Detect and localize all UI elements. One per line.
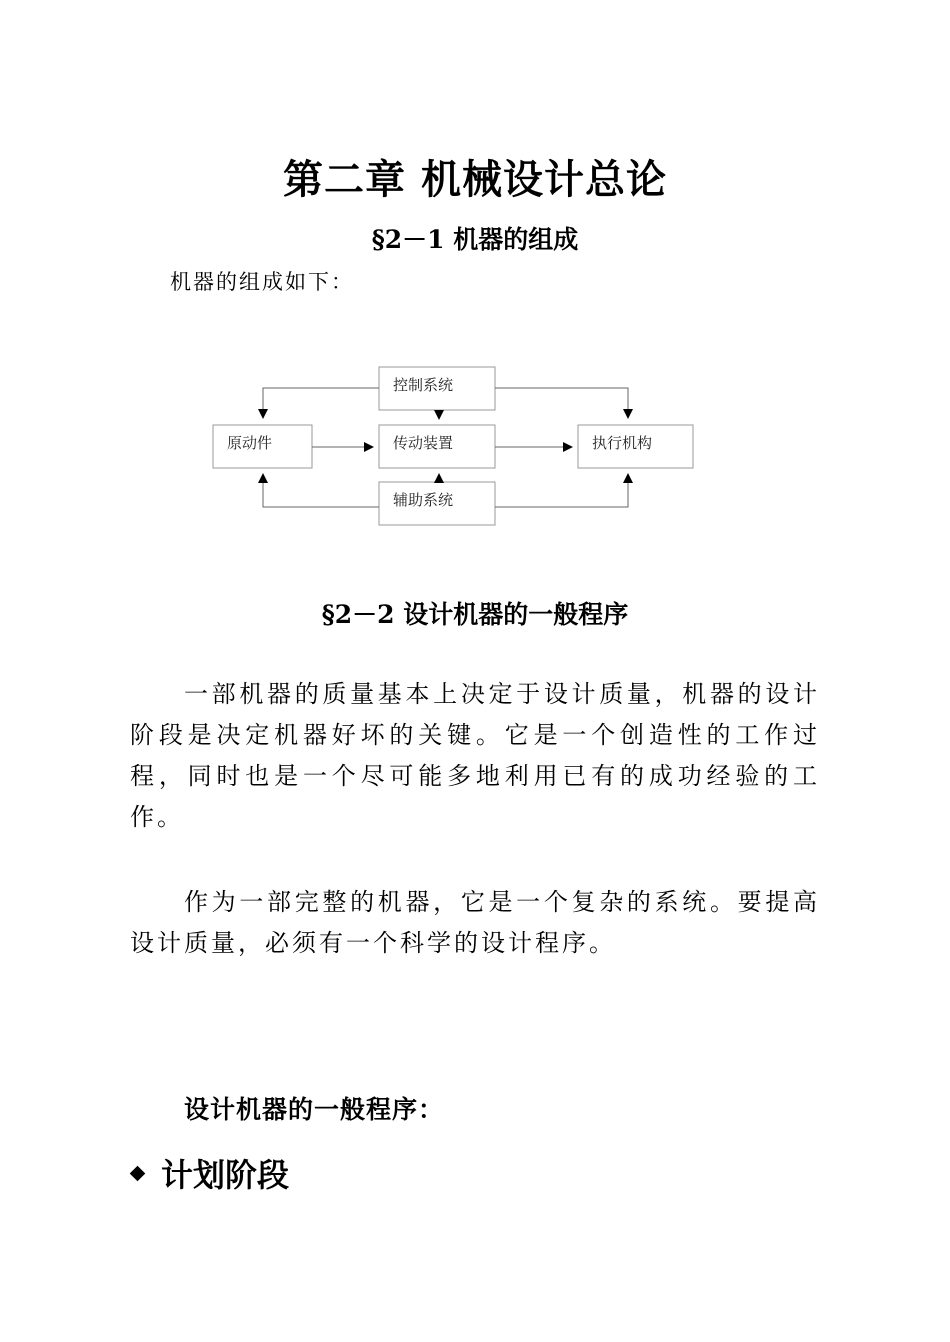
section-title-design-procedure: §2－2 设计机器的一般程序 xyxy=(321,600,629,629)
bullet-planning-stage-label: 计划阶段 xyxy=(161,1156,290,1194)
arrow-control-to-actuator xyxy=(495,388,628,418)
paragraph-complex-system: 作为一部完整的机器，它是一个复杂的系统。要提高设计质量，必须有一个科学的设计程序。 xyxy=(130,888,820,957)
arrow-control-to-prime-mover xyxy=(263,388,379,418)
box-label-auxiliary: 辅助系统 xyxy=(393,491,454,509)
box-label-prime-mover: 原动件 xyxy=(227,434,273,452)
bullet-planning-stage xyxy=(132,1150,289,1196)
arrow-auxiliary-to-prime-mover xyxy=(263,474,379,507)
box-label-transmission: 传动装置 xyxy=(393,434,454,452)
intro-text: 机器的组成如下： xyxy=(170,270,354,294)
diamond-bullet-icon xyxy=(130,1166,146,1182)
arrow-auxiliary-to-actuator xyxy=(495,474,628,507)
box-label-control: 控制系统 xyxy=(393,376,454,394)
box-label-actuator: 执行机构 xyxy=(592,434,653,452)
section-title-composition: §2－1 机器的组成 xyxy=(371,225,579,254)
procedure-heading: 设计机器的一般程序： xyxy=(184,1095,445,1124)
chapter-title: 第二章 机械设计总论 xyxy=(283,156,667,203)
paragraph-design-quality: 一部机器的质量基本上决定于设计质量，机器的设计阶段是决定机器好坏的关键。它是一个创造性的工作过程，同时也是一个尽可能多地利用已有的成功经验的工作。 xyxy=(130,680,820,831)
